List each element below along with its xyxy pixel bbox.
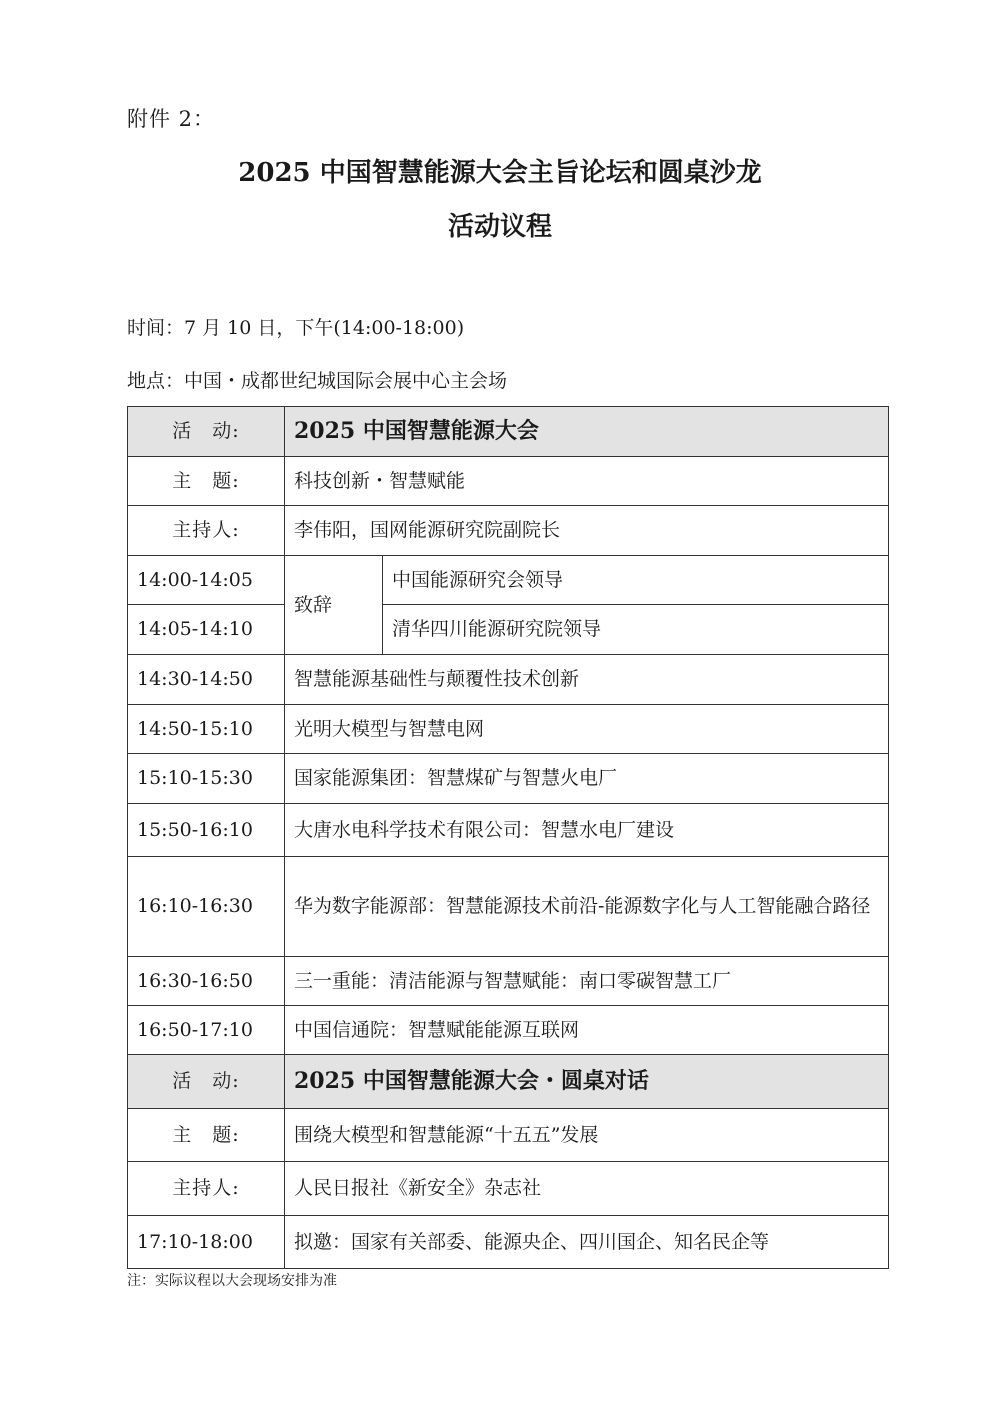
speech-content: 清华四川能源研究院领导 xyxy=(383,605,889,655)
session-content: 光明大模型与智慧电网 xyxy=(285,705,889,754)
session-row xyxy=(128,804,889,857)
forum-theme-row xyxy=(128,457,889,506)
speech-row xyxy=(128,605,889,655)
speech-time: 14:05-14:10 xyxy=(128,605,285,655)
session-time: 16:50-17:10 xyxy=(128,1006,285,1055)
forum-host-row xyxy=(128,506,889,556)
session-row xyxy=(128,754,889,804)
forum-activity-row xyxy=(128,407,889,457)
roundtable-activity-name: 2025 中国智慧能源大会・圆桌对话 xyxy=(285,1055,889,1109)
session-time: 14:30-14:50 xyxy=(128,655,285,705)
forum-theme: 科技创新・智慧赋能 xyxy=(285,457,889,506)
session-time: 15:50-16:10 xyxy=(128,804,285,857)
session-content: 三一重能：清洁能源与智慧赋能：南口零碳智慧工厂 xyxy=(285,957,889,1006)
page-subtitle: 活动议程 xyxy=(447,212,552,242)
session-time: 15:10-15:30 xyxy=(128,754,285,804)
speech-label: 致辞 xyxy=(285,556,383,655)
agenda-table xyxy=(127,406,889,1269)
session-row xyxy=(128,857,889,957)
session-row xyxy=(128,1006,889,1055)
speech-row xyxy=(128,556,889,605)
event-time: 时间：7 月 10 日，下午(14:00-18:00) xyxy=(127,317,465,339)
session-content: 国家能源集团：智慧煤矿与智慧火电厂 xyxy=(285,754,889,804)
session-row xyxy=(128,705,889,754)
roundtable-theme-label: 主 题: xyxy=(128,1109,285,1162)
footnote: 注：实际议程以大会现场安排为准 xyxy=(127,1273,337,1289)
roundtable-host: 人民日报社《新安全》杂志社 xyxy=(285,1162,889,1216)
roundtable-guests-row xyxy=(128,1216,889,1269)
session-time: 14:50-15:10 xyxy=(128,705,285,754)
event-place: 地点：中国・成都世纪城国际会展中心主会场 xyxy=(127,370,508,392)
roundtable-host-label: 主持人: xyxy=(128,1162,285,1216)
speech-time: 14:00-14:05 xyxy=(128,556,285,605)
forum-theme-label: 主 题: xyxy=(128,457,285,506)
speech-content: 中国能源研究会领导 xyxy=(383,556,889,605)
roundtable-activity-row xyxy=(128,1055,889,1109)
session-content: 智慧能源基础性与颠覆性技术创新 xyxy=(285,655,889,705)
forum-activity-name: 2025 中国智慧能源大会 xyxy=(285,407,889,457)
forum-host: 李伟阳，国网能源研究院副院长 xyxy=(285,506,889,556)
session-row xyxy=(128,957,889,1006)
session-time: 16:30-16:50 xyxy=(128,957,285,1006)
session-row xyxy=(128,655,889,705)
forum-host-label: 主持人: xyxy=(128,506,285,556)
roundtable-theme-row xyxy=(128,1109,889,1162)
roundtable-host-row xyxy=(128,1162,889,1216)
session-content: 中国信通院：智慧赋能能源互联网 xyxy=(285,1006,889,1055)
roundtable-guests: 拟邀：国家有关部委、能源央企、四川国企、知名民企等 xyxy=(285,1216,889,1269)
page-title: 2025 中国智慧能源大会主旨论坛和圆桌沙龙 xyxy=(238,158,762,188)
attachment-label: 附件 2： xyxy=(127,107,216,131)
roundtable-time: 17:10-18:00 xyxy=(128,1216,285,1269)
roundtable-activity-label: 活 动: xyxy=(128,1055,285,1109)
session-content: 大唐水电科学技术有限公司：智慧水电厂建设 xyxy=(285,804,889,857)
forum-activity-label: 活 动: xyxy=(128,407,285,457)
session-content: 华为数字能源部：智慧能源技术前沿-能源数字化与人工智能融合路径 xyxy=(285,857,889,957)
session-time: 16:10-16:30 xyxy=(128,857,285,957)
roundtable-theme: 围绕大模型和智慧能源“十五五”发展 xyxy=(285,1109,889,1162)
